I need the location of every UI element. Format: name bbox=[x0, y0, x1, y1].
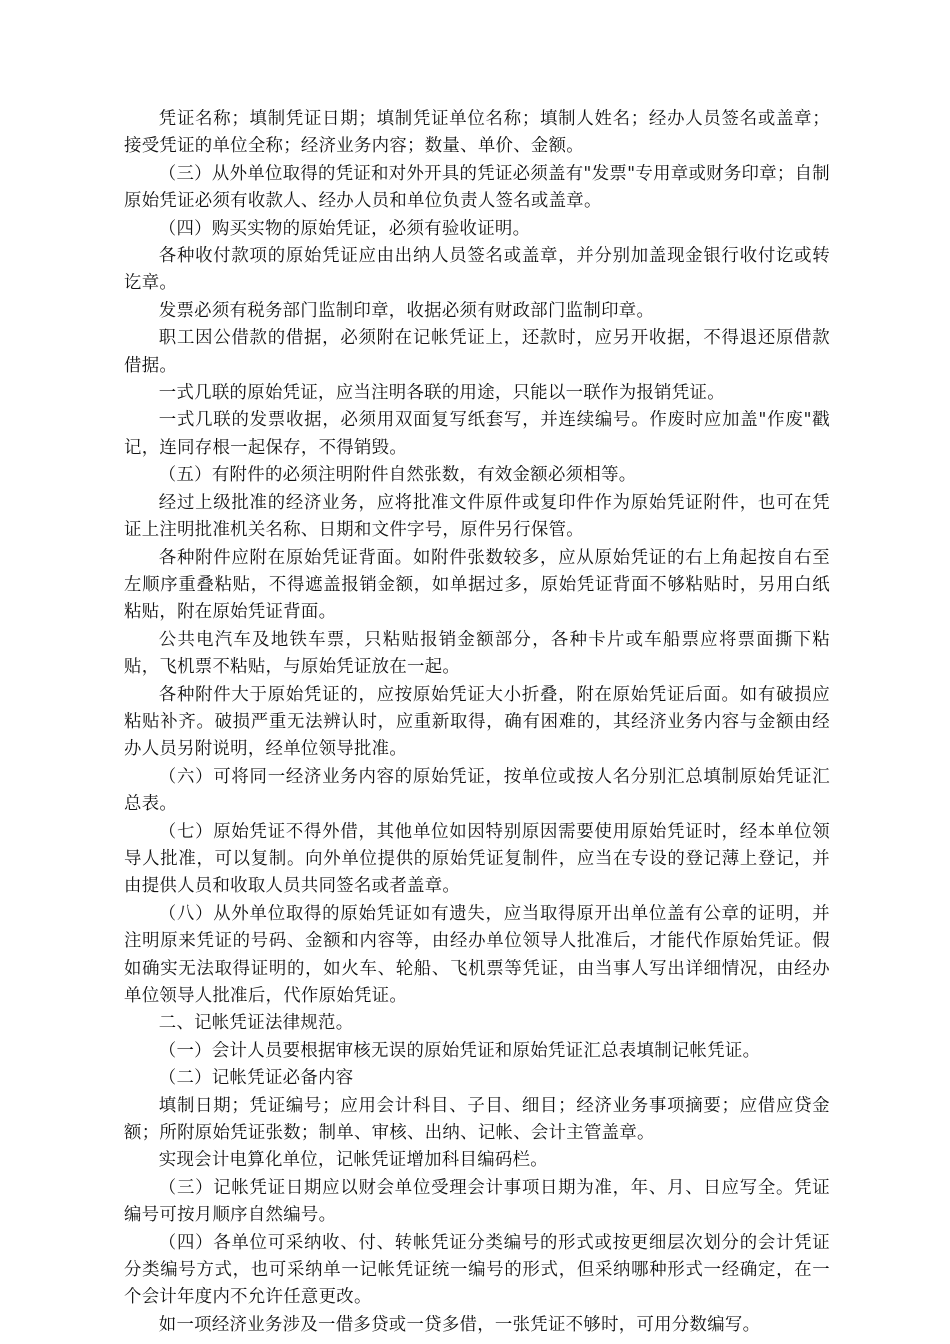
paragraph: （二）记帐凭证必备内容 bbox=[158, 1068, 354, 1089]
paragraph: （七）原始凭证不得外借，其他单位如因特别原因需要使用原始凭证时，经本单位领导人批准，可以复制。向外单位提供的原始凭证复制件，应当在专设的登记薄上登记，并由提供人员和收取人员共同签名或者盖章。 bbox=[124, 821, 830, 897]
paragraph: 填制日期；凭证编号；应用会计科目、子目、细目；经济业务事项摘要；应借应贷金额；所附原始凭证张数；制单、审核、出纳、记帐、会计主管盖章。 bbox=[124, 1095, 830, 1144]
paragraph: 发票必须有税务部门监制印章，收据必须有财政部门监制印章。 bbox=[158, 300, 655, 321]
paragraph: 各种收付款项的原始凭证应由出纳人员签名或盖章，并分别加盖现金银行收付讫或转讫章。 bbox=[124, 246, 830, 294]
paragraph: （一）会计人员要根据审核无误的原始凭证和原始凭证汇总表填制记帐凭证。 bbox=[158, 1040, 761, 1061]
paragraph: （三）从外单位取得的凭证和对外开具的凭证必须盖有"发票"专用章或财务印章；自制原始凭证必须有收款人、经办人员和单位负责人签名或盖章。 bbox=[124, 163, 830, 212]
paragraph: （三）记帐凭证日期应以财会单位受理会计事项日期为准，年、月、日应写全。凭证编号可按月顺序自然编号。 bbox=[124, 1177, 830, 1226]
paragraph: 公共电汽车及地铁车票，只粘贴报销金额部分，各种卡片或车船票应将票面撕下粘贴，飞机票不粘贴，与原始凭证放在一起。 bbox=[124, 629, 830, 678]
paragraph: 各种附件大于原始凭证的，应按原始凭证大小折叠，附在原始凭证后面。如有破损应粘贴补齐。破损严重无法辨认时，应重新取得，确有困难的，其经济业务内容与金额由经办人员另附说明，经单位领导批准。 bbox=[124, 684, 830, 760]
paragraph: （六）可将同一经济业务内容的原始凭证，按单位或按人名分别汇总填制原始凭证汇总表。 bbox=[124, 766, 830, 815]
section-heading: 二、记帐凭证法律规范。 bbox=[158, 1013, 354, 1034]
paragraph: 凭证名称；填制凭证日期；填制凭证单位名称；填制人姓名；经办人员签名或盖章；接受凭证的单位全称；经济业务内容；数量、单价、金额。 bbox=[124, 109, 830, 157]
paragraph: 职工因公借款的借据，必须附在记帐凭证上，还款时，应另开收据，不得退还原借款借据。 bbox=[124, 328, 830, 376]
paragraph: （八）从外单位取得的原始凭证如有遗失，应当取得原开出单位盖有公章的证明，并注明原来凭证的号码、金额和内容等，由经办单位领导人批准后，才能代作原始凭证。假如确实无法取得证明的，如火车、轮船、飞机票等凭证，由当事人写出详细情况，由经办单位领导人批准后，代作原始凭证。 bbox=[124, 903, 830, 1006]
paragraph: （五）有附件的必须注明附件自然张数，有效金额必须相等。 bbox=[158, 465, 637, 486]
paragraph: （四）各单位可采纳收、付、转帐凭证分类编号的形式或按更细层次划分的会计凭证分类编号方式，也可采纳单一记帐凭证统一编号的形式，但采纳哪种形式一经确定，在一个会计年度内不允许任意更改。 bbox=[124, 1232, 830, 1308]
paragraph: （四）购买实物的原始凭证，必须有验收证明。 bbox=[158, 218, 531, 239]
paragraph: 一式几联的发票收据，必须用双面复写纸套写，并连续编号。作废时应加盖"作废"戳记，连同存根一起保存，不得销毁。 bbox=[124, 410, 830, 458]
paragraph: 一式几联的原始凭证，应当注明各联的用途，只能以一联作为报销凭证。 bbox=[158, 383, 725, 404]
paragraph: 各种附件应附在原始凭证背面。如附件张数较多，应从原始凭证的右上角起按自右至左顺序重叠粘贴，不得遮盖报销金额，如单据过多，原始凭证背面不够粘贴时，另用白纸粘贴，附在原始凭证背面。 bbox=[124, 547, 830, 623]
paragraph: 如一项经济业务涉及一借多贷或一贷多借，一张凭证不够时，可用分数编写。 bbox=[158, 1314, 761, 1335]
document-body bbox=[124, 106, 830, 1339]
paragraph: 经过上级批准的经济业务，应将批准文件原件或复印件作为原始凭证附件，也可在凭证上注明批准机关名称、日期和文件字号，原件另行保管。 bbox=[124, 492, 830, 541]
paragraph: 实现会计电算化单位，记帐凭证增加科目编码栏。 bbox=[158, 1150, 548, 1171]
